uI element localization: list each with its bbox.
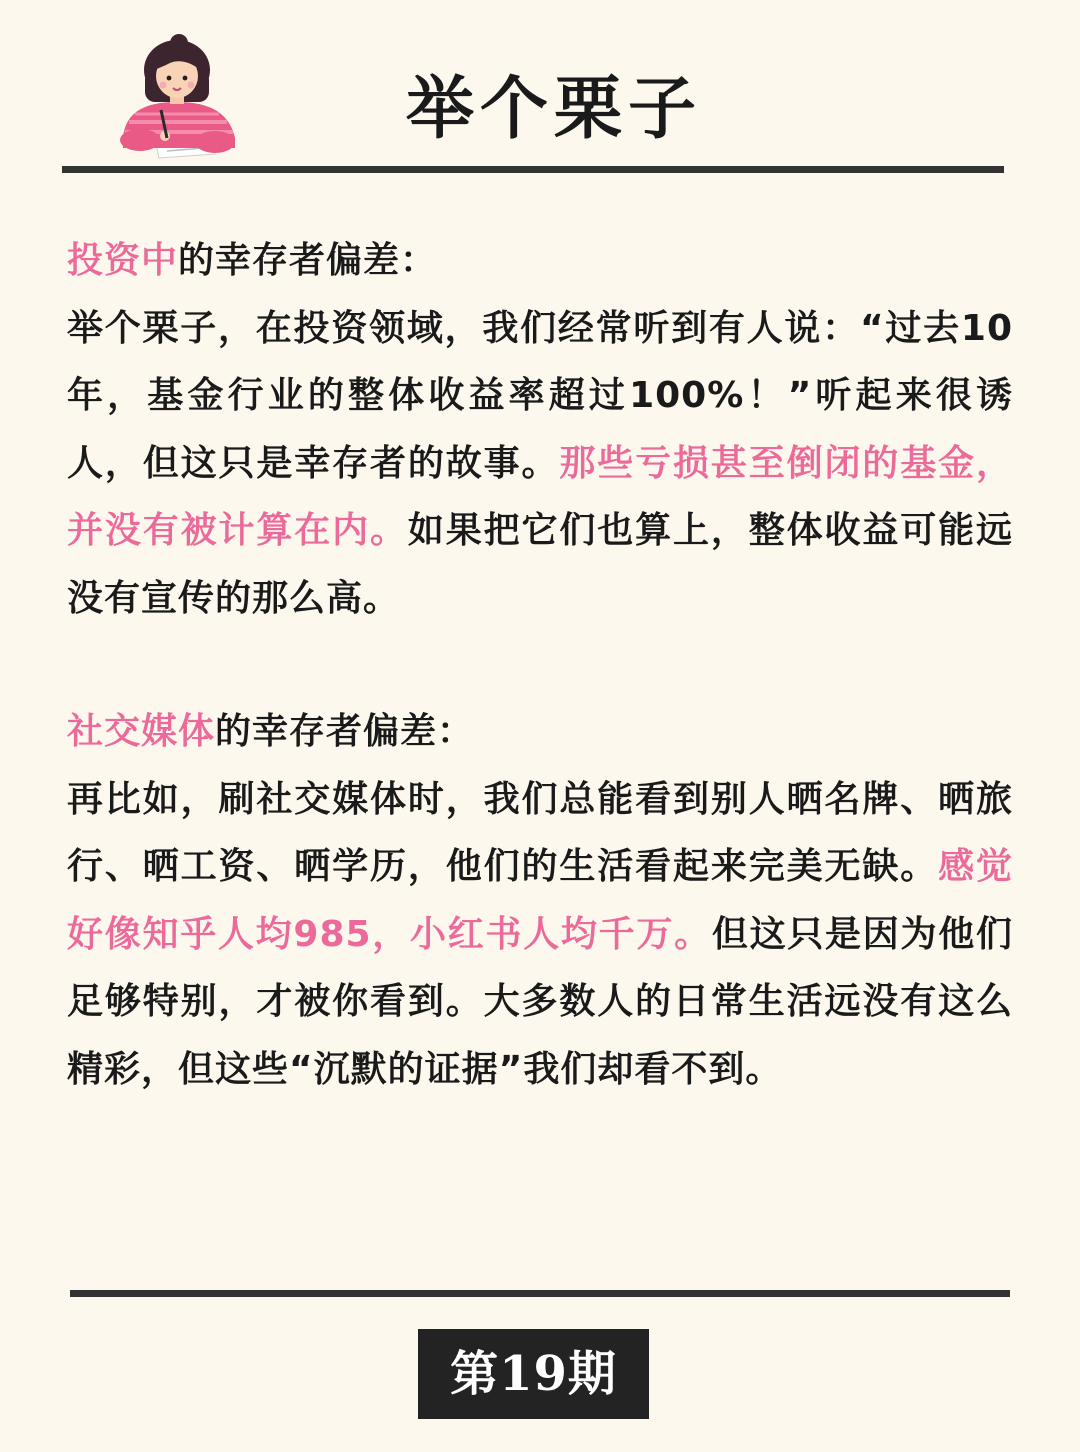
header xyxy=(0,0,1080,180)
footer-divider xyxy=(70,1290,1010,1297)
header-divider xyxy=(62,166,1004,173)
article-body xyxy=(67,227,1013,1103)
section-heading: 的幸存者偏差： xyxy=(178,240,438,281)
section-heading-highlight: 社交媒体 xyxy=(67,711,216,752)
section-paragraph-highlight: 感觉好像知乎人均985，小红书人均千万。 xyxy=(67,846,1013,955)
section-paragraph: 举个栗子，在投资领域，我们经常听到有人说：“过去10年，基金行业的整体收益率超过100%！”听起来很诱人，但这只是幸存者的故事。 xyxy=(67,307,1013,484)
section-social-media xyxy=(67,698,1013,1103)
page-title: 举个栗子 xyxy=(405,70,702,149)
section-paragraph: 如果把它们也算上，整体收益可能远没有宣传的那么高。 xyxy=(67,510,1013,619)
section-paragraph: 但这只是因为他们足够特别，才被你看到。大多数人的日常生活远没有这么精彩，但这些“沉默的证据”我们却看不到。 xyxy=(67,913,1013,1090)
section-paragraph-highlight: 那些亏损甚至倒闭的基金，并没有被计算在内。 xyxy=(67,442,1013,551)
issue-badge: 第19期 xyxy=(418,1329,649,1419)
section-heading-highlight: 投资中 xyxy=(67,240,179,281)
section-heading: 的幸存者偏差： xyxy=(215,711,475,752)
section-investing xyxy=(67,227,1013,632)
section-paragraph: 再比如，刷社交媒体时，我们总能看到别人晒名牌、晒旅行、晒工资、晒学历，他们的生活看起来完美无缺。 xyxy=(67,778,1013,887)
